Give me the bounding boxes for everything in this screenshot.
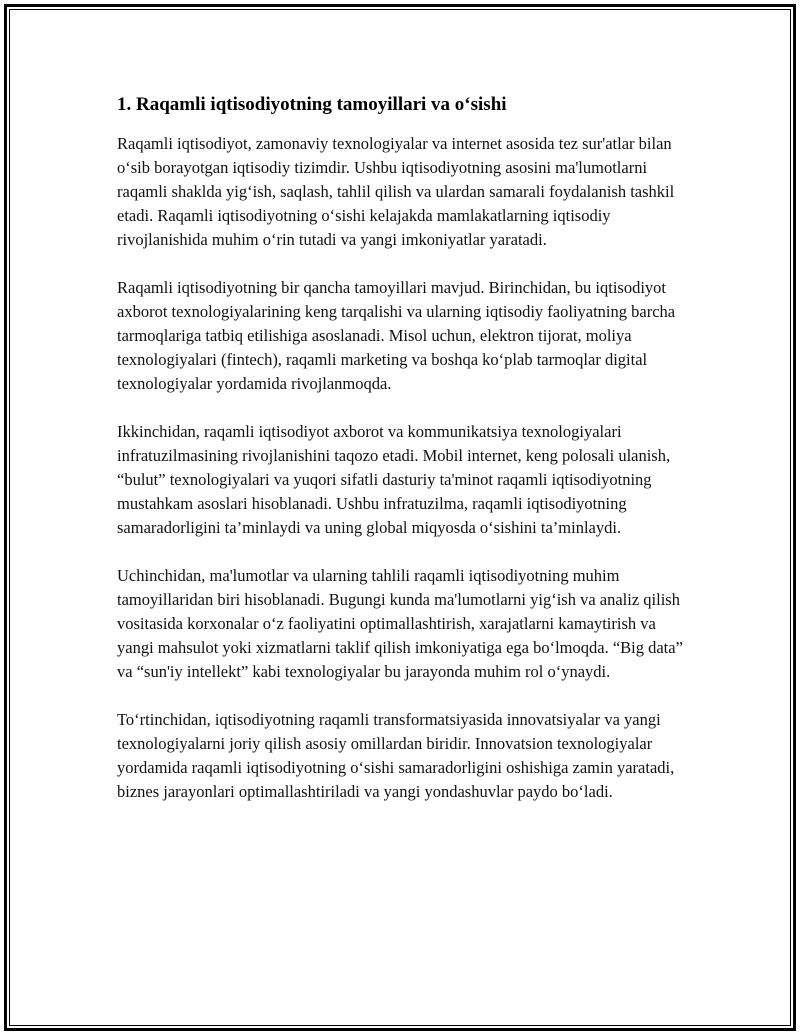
document-body (117, 92, 692, 828)
paragraph-second: Ikkinchidan, raqamli iqtisodiyot axborot va kommunikatsiya texnologiyalari infratuzilmasining rivojlanishini taqozo etadi. Mobil internet, keng polosali ulanish, “bulut” texnologiyalari va yuqori sifatli dasturiy ta'minot raqamli iqtisodiyotning mustahkam asoslari hisoblanadi. Ushbu infratuzilma, raqamli iqtisodiyotning samaradorligini ta’minlaydi va uning global miqyosda o‘sishini ta’minlaydi. (117, 422, 671, 537)
paragraph-third: Uchinchidan, ma'lumotlar va ularning tahlili raqamli iqtisodiyotning muhim tamoyillaridan biri hisoblanadi. Bugungi kunda ma'lumotlarni yig‘ish va analiz qilish vositasida korxonalar o‘z faoliyatini optimallashtirish, xarajatlarni kamaytirish va yangi mahsulot yoki xizmatlarni taklif qilish imkoniyatiga ega bo‘lmoqda. “Big data” va “sun'iy intellekt” kabi texnologiyalar bu jarayonda muhim rol o‘ynaydi. (117, 566, 683, 681)
paragraph-principles: Raqamli iqtisodiyotning bir qancha tamoyillari mavjud. Birinchidan, bu iqtisodiyot axborot texnologiyalarining keng tarqalishi va ularning iqtisodiy faoliyatning barcha tarmoqlariga tatbiq etilishiga asoslanadi. Misol uchun, elektron tijorat, moliya texnologiyalari (fintech), raqamli marketing va boshqa ko‘plab tarmoqlar digital texnologiyalar yordamida rivojlanmoqda. (117, 278, 676, 393)
paragraph-fourth: To‘rtinchidan, iqtisodiyotning raqamli transformatsiyasida innovatsiyalar va yangi texnologiyalarni joriy qilish asosiy omillardan biridir. Innovatsion texnologiyalar yordamida raqamli iqtisodiyotning o‘sishi samaradorligini oshishiga zamin yaratadi, biznes jarayonlari optimallashtiriladi va yangi yondashuvlar paydo bo‘ladi. (117, 710, 675, 801)
paragraph-intro: Raqamli iqtisodiyot, zamonaviy texnologiyalar va internet asosida tez sur'atlar bilan o‘sib borayotgan iqtisodiy tizimdir. Ushbu iqtisodiyotning asosini ma'lumotlarni raqamli shaklda yig‘ish, saqlash, tahlil qilish va ulardan samarali foydalanish tashkil etadi. Raqamli iqtisodiyotning o‘sishi kelajakda mamlakatlarning iqtisodiy rivojlanishida muhim o‘rin tutadi va yangi imkoniyatlar yaratadi. (117, 134, 675, 249)
section-heading: 1. Raqamli iqtisodiyotning tamoyillari va o‘sishi (117, 94, 507, 115)
